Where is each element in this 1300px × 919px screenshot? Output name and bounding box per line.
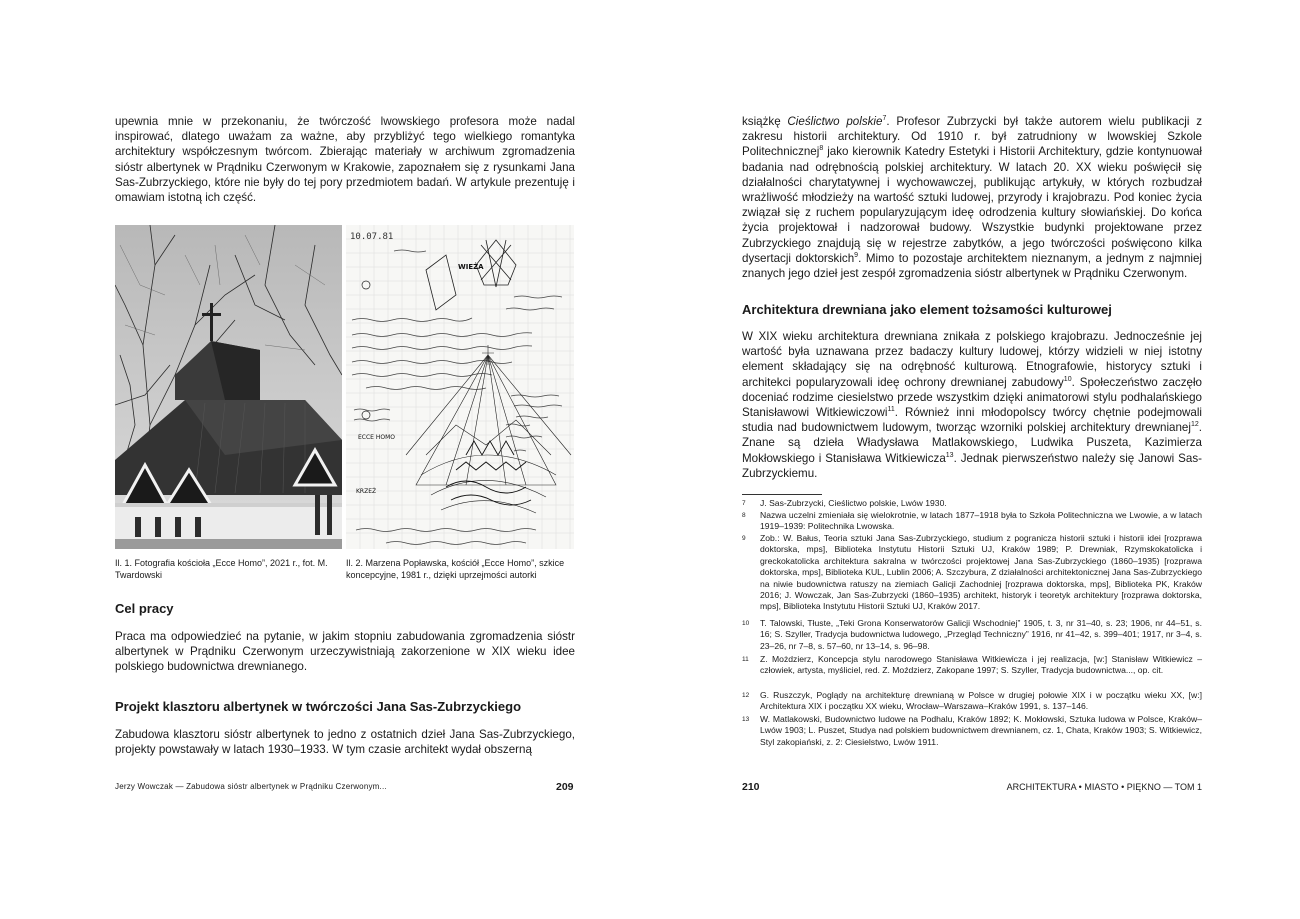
concept-sketch	[346, 225, 574, 549]
sketch-label-ecce-homo: ECCE HOMO	[358, 434, 396, 441]
footnote-12: 12 G. Ruszczyk, Poglądy na architekturę drewnianą w Polsce w drugiej połowie XIX i w początku wieku XX, [w:] Architektura XIX i początku XX wieku, Wrocław–Warszawa–Kraków 1991, s. 137–146.	[742, 690, 1202, 712]
footnote-11: 11 Z. Możdzierz, Koncepcja stylu narodowego Stanisława Witkiewicza i jej realizacja, [w:] Stanisław Witkiewicz – człowiek, artysta, myśliciel, red. Z. Moździerz, Zakopane 1997; S. Szyller, Tradycja budownictwa..., op. cit.	[742, 654, 1202, 676]
right-paragraph-1: książkę Cieślictwo polskie$^7$. Profesor Zubrzycki był także autorem wielu publikacji z zakresu historii architektury. Od 1910 r. był zatrudniony w lwowskiej Szkole Politechnicznej$^8$ jako kierownik Katedry Estetyki i Historii Architektury, gdzie kontynuował badania nad odrębnością polskiej architektury. W latach 20. XX wieku poświęcił się działalności charytatywnej i wychowawczej, publikując artykuły, w których rozbudzał wrażliwość młodzieży na wartość sztuki ludowej, przyrody i krajobrazu. Pod koniec życia związał się z ruchem popularyzującym ideę odrodzenia kultury słowiańskiej. Do końca życia projektował i nadzorował budowy. Wszystkie budynki projektowane przez Zubrzyckiego znajdują się w rejestrze zabytków, a jego twórczości poświęcono kilka dysertacji doktorskich$^9$. Mimo to pozostaje architektem nieznanym, a jednym z najmniej znanych jego dzieł jest zespół zgromadzenia sióstr albertynek w Prądniku Czerwonym.	[742, 115, 1202, 281]
section-heading-goal: Cel pracy	[115, 601, 174, 616]
sketch-label-tower: WIEŻA	[458, 263, 484, 271]
footnote-separator	[742, 494, 822, 495]
figure-2-caption: Il. 2. Marzena Popławska, kościół „Ecce Homo”, szkice koncepcyjne, 1981 r., dzięki uprzejmości autorki	[346, 558, 565, 580]
footnote-13: 13 W. Matlakowski, Budownictwo ludowe na Podhalu, Kraków 1892; K. Mokłowski, Sztuka ludowa w Polsce, Kraków–Lwów 1903; L. Puszet, Studya nad polskiem budownictwem drewnianem, cz. 1, Chata, Kraków 1903; S. Witkiewicz, Styl zakopiański, z. 2: Ciesielstwo, Lwów 1911.	[742, 714, 1202, 747]
intro-paragraph: upewnia mnie w przekonaniu, że twórczość lwowskiego profesora może nadal inspirować, dlatego uważam za ważne, aby przybliżyć tego wielkiego romantyka architektury współczesnym twórcom. Zbierając materiały w archiwum zgromadzenia sióstr albertynek w Prądniku Czerwonym w Krakowie, zapoznałem się z rysunkami Jana Sas-Zubrzyckiego, które nie były do tej pory przedmiotem badań. W artykule prezentuję i omawiam istotną ich część.	[115, 115, 575, 205]
page-number-left: 209	[556, 781, 574, 793]
running-footer-right: ARCHITEKTURA • MIASTO • PIĘKNO — TOM 1	[1006, 782, 1202, 792]
section-heading-wooden-architecture: Architektura drewniana jako element tożsamości kulturowej	[742, 302, 1112, 317]
section-text-project: Zabudowa klasztoru sióstr albertynek to jedno z ostatnich dzieł Jana Sas-Zubrzyckiego, projekty powstawały w latach 1930–1933. W tym czasie architekt wydał obszerną	[115, 728, 575, 757]
footnote-7: 7 J. Sas-Zubrzycki, Cieślictwo polskie, Lwów 1930.	[742, 498, 947, 508]
page-number-right: 210	[742, 781, 760, 793]
footnote-8: 8 Nazwa uczelni zmieniała się wielokrotnie, w latach 1877–1918 była to Szkoła Politechniczna we Lwowie, a w latach 1919–1939: Politechnika Lwowska.	[742, 510, 1202, 532]
right-page	[650, 0, 1300, 919]
section-text-goal: Praca ma odpowiedzieć na pytanie, w jakim stopniu zabudowania zgromadzenia sióstr albertynek w Prądniku Czerwonym urzeczywistniają zakorzenione w XIX wieku idee polskiego budownictwa drewnianego.	[115, 630, 575, 674]
footnote-10: 10 T. Talowski, Tłuste, „Teki Grona Konserwatorów Galicji Wschodniej” 1905, t. 3, nr 31–40, s. 23; 1906, nr 44–51, s. 16; S. Szyller, Tradycja budownictwa ludowego, „Przegląd Techniczny” 1916, nr 41–42, s. 399–401; 1917, nr 3–4, s. 23–26, nr 7–8, s. 57–60, nr 13–14, s. 96–98.	[742, 618, 1202, 651]
right-paragraph-2: W XIX wieku architektura drewniana znikała z polskiego krajobrazu. Jednocześnie jej wartość była uznawana przez badaczy kultury ludowej, którzy widzieli w niej istotny element składający się na odrębność kulturową. Etnografowie, historycy sztuki i architekci popularyzowali ideę ochrony drewnianej zabudowy$^{10}$. Społeczeństwo zaczęło doceniać rodzime ciesielstwo przede wszystkim dzięki animatorowi stylu podhalańskiego Stanisławowi Witkiewiczowi$^{11}$. Również inni młodopolscy twórcy chętnie podejmowali studia nad budownictwem ludowym, tworząc wzorniki polskiej architektury drewnianej$^{12}$. Znane są dzieła Władysława Matlakowskiego, Ludwika Puszeta, Kazimierza Mokłowskiego i Stanisława Witkiewicza$^{13}$. Jednak pierwszeństwo należy się Janowi Sas-Zubrzyckiemu.	[742, 330, 1203, 480]
sketch-label-cross: KRZEŻ	[356, 488, 377, 495]
running-footer-left: Jerzy Wowczak — Zabudowa sióstr albertynek w Prądniku Czerwonym...	[115, 782, 387, 791]
section-heading-project: Projekt klasztoru albertynek w twórczości Jana Sas-Zubrzyckiego	[115, 699, 522, 714]
footnote-9: 9 Zob.: W. Bałus, Teoria sztuki Jana Sas-Zubrzyckiego, studium z pogranicza historii sztuki i historii idei [rozprawa doktorska, mps], Biblioteka Instytutu Historii Sztuki UJ, Kraków 1989; P. Drewniak, Rzymskokatolicka i greckokatolicka architektura sakralna w twórczości projektowej Jana Sas-Zubrzyckiego (1860–1935) [rozprawa doktorska, mps], Biblioteka KUL, Lublin 2006; A. Szczybura, Z działalności architektonicznej Jana Sas-Zubrzyckiego na niwie budownictwa ratuszy na ziemiach Galicji Zachodniej [rozprawa doktorska, mps], Biblioteka PK, Kraków 2016; J. Wowczak, Jan Sas-Zubrzycki (1860–1935) architekt, historyk i teoretyk architektury [rozprawa doktorska, mps], Biblioteka Instytutu Historii Sztuki UJ, Kraków 2017.	[742, 533, 1202, 612]
church-photograph	[115, 225, 342, 549]
sketch-date: 10.07.81	[350, 232, 394, 242]
figure-1-caption: Il. 1. Fotografia kościoła „Ecce Homo”, 2021 r., fot. M. Twardowski	[115, 558, 328, 580]
